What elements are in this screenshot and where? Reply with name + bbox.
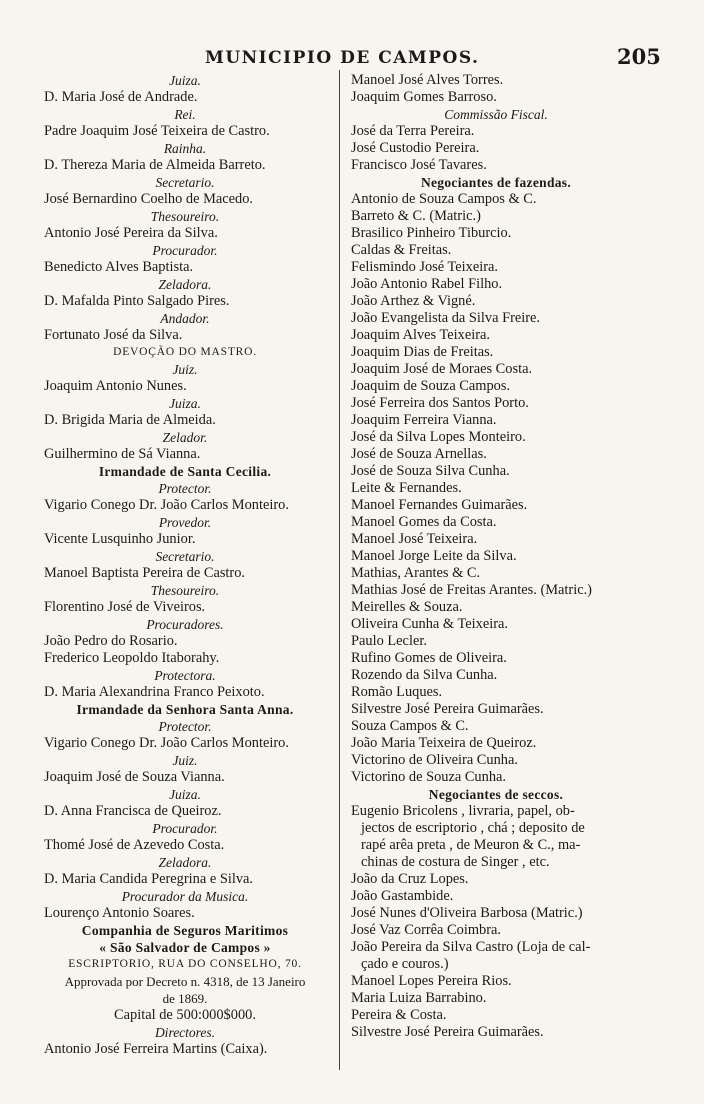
entry-line: Joaquim José de Moraes Costa.: [351, 361, 533, 377]
entry-line: D. Mafalda Pinto Salgado Pires.: [44, 293, 230, 309]
entry-line: Rozendo da Silva Cunha.: [351, 667, 498, 683]
entry-line: Mathias José de Freitas Arantes. (Matric.): [351, 582, 592, 598]
entry-line: Antonio de Souza Campos & C.: [351, 191, 537, 207]
entry-line: José da Silva Lopes Monteiro.: [351, 429, 526, 445]
entry-line: João Antonio Rabel Filho.: [351, 276, 503, 292]
continuation-line: rapé arêa preta , de Meuron & C., ma-: [361, 837, 581, 853]
continuation-line: jectos de escriptorio , chá ; deposito de: [361, 820, 585, 836]
role-heading: Protector.: [158, 481, 212, 496]
entry-line: Romão Luques.: [351, 684, 443, 700]
entry-line: Francisco José Tavares.: [351, 157, 487, 173]
entry-line: Silvestre José Pereira Guimarães.: [351, 701, 544, 717]
entry-line: João da Cruz Lopes.: [351, 871, 469, 887]
role-heading: Andador.: [160, 311, 210, 326]
entry-line: José da Terra Pereira.: [351, 123, 475, 139]
role-heading: Juiza.: [169, 787, 201, 802]
entry-line: Manoel José Alves Torres.: [351, 72, 504, 88]
entry-line: Souza Campos & C.: [351, 718, 469, 734]
section-heading: Irmandade da Senhora Santa Anna.: [76, 702, 294, 717]
role-heading: Rei.: [174, 107, 196, 122]
role-heading: Juiza.: [169, 73, 201, 88]
role-heading: Commissão Fiscal.: [444, 107, 548, 122]
role-heading: Rainha.: [163, 141, 207, 156]
entry-line: Rufino Gomes de Oliveira.: [351, 650, 507, 666]
page-header: [0, 44, 704, 74]
role-heading: Secretario.: [155, 175, 215, 190]
entry-line: Meirelles & Souza.: [351, 599, 463, 615]
role-heading: Zelador.: [162, 430, 208, 445]
continuation-line: çado e couros.): [361, 956, 449, 972]
entry-line: Joaquim Antonio Nunes.: [44, 378, 187, 394]
entry-line: José Ferreira dos Santos Porto.: [351, 395, 529, 411]
role-heading: Procuradores.: [146, 617, 224, 632]
entry-line: Benedicto Alves Baptista.: [44, 259, 194, 275]
note-line: Approvada por Decreto n. 4318, de 13 Janeiro: [64, 974, 306, 989]
entry-line: Joaquim Alves Teixeira.: [351, 327, 491, 343]
entry-line: Joaquim de Souza Campos.: [351, 378, 511, 394]
entry-line: José de Souza Silva Cunha.: [351, 463, 510, 479]
entry-line: Paulo Lecler.: [351, 633, 427, 649]
entry-line: José Bernardino Coelho de Macedo.: [44, 191, 254, 207]
entry-line: José Custodio Pereira.: [351, 140, 480, 156]
entry-line: Oliveira Cunha & Teixeira.: [351, 616, 508, 632]
entry-line: João Gastambide.: [351, 888, 454, 904]
entry-line: João Maria Teixeira de Queiroz.: [351, 735, 537, 751]
entry-line: Mathias, Arantes & C.: [351, 565, 481, 581]
role-heading: Protectora.: [154, 668, 216, 683]
entry-line: Joaquim Dias de Freitas.: [351, 344, 494, 360]
entry-line: D. Maria Candida Peregrina e Silva.: [44, 871, 254, 887]
caps-heading: DEVOÇÃO DO MASTRO.: [113, 346, 257, 358]
entry-line: Manoel José Teixeira.: [351, 531, 478, 547]
role-heading: Juiza.: [169, 396, 201, 411]
role-heading: Procurador.: [152, 821, 218, 836]
section-heading: Negociantes de seccos.: [428, 787, 564, 802]
entry-line: Leite & Fernandes.: [351, 480, 462, 496]
entry-line: Antonio José Ferreira Martins (Caixa).: [44, 1041, 268, 1057]
role-heading: Provedor.: [158, 515, 212, 530]
entry-line: Vicente Lusquinho Junior.: [44, 531, 196, 547]
role-heading: Secretario.: [155, 549, 215, 564]
entry-line: Eugenio Bricolens , livraria, papel, ob-: [351, 803, 575, 819]
caps-heading: ESCRIPTORIO, RUA DO CONSELHO, 70.: [68, 958, 302, 970]
entry-line: D. Anna Francisca de Queiroz.: [44, 803, 222, 819]
section-heading: Companhia de Seguros Maritimos: [81, 923, 289, 938]
entry-line: Antonio José Pereira da Silva.: [44, 225, 218, 241]
section-heading: « São Salvador de Campos »: [99, 940, 271, 955]
entry-line: D. Maria José de Andrade.: [44, 89, 198, 105]
entry-line: Felismindo José Teixeira.: [351, 259, 499, 275]
entry-line: Florentino José de Viveiros.: [44, 599, 206, 615]
role-heading: Zeladora.: [158, 855, 212, 870]
entry-line: Manoel Baptista Pereira de Castro.: [44, 565, 246, 581]
page-number: 205: [617, 44, 661, 69]
section-heading: Negociantes de fazendas.: [420, 175, 572, 190]
entry-line: João Pereira da Silva Castro (Loja de cal-: [351, 939, 591, 955]
entry-line: José Vaz Corrêa Coimbra.: [351, 922, 501, 938]
entry-line: Manoel Fernandes Guimarães.: [351, 497, 528, 513]
right-column: [343, 72, 649, 1041]
running-title: MUNICIPIO DE CAMPOS.: [205, 48, 480, 68]
entry-line: D. Thereza Maria de Almeida Barreto.: [44, 157, 266, 173]
entry-line: João Arthez & Vigné.: [351, 293, 476, 309]
entry-line: João Evangelista da Silva Freire.: [351, 310, 541, 326]
entry-line: Manoel Jorge Leite da Silva.: [351, 548, 517, 564]
entry-line: Frederico Leopoldo Itaborahy.: [44, 650, 220, 666]
entry-line: Manoel Lopes Pereira Rios.: [351, 973, 512, 989]
entry-line: Fortunato José da Silva.: [44, 327, 183, 343]
entry-line: D. Brigida Maria de Almeida.: [44, 412, 216, 428]
entry-line: Vigario Conego Dr. João Carlos Monteiro.: [44, 497, 289, 513]
role-heading: Thesoureiro.: [150, 209, 220, 224]
entry-line: Guilhermino de Sá Vianna.: [44, 446, 201, 462]
entry-line: Lourenço Antonio Soares.: [44, 905, 195, 921]
role-heading: Juiz.: [172, 753, 198, 768]
role-heading: Directores.: [154, 1025, 216, 1040]
entry-line: Joaquim Gomes Barroso.: [351, 89, 497, 105]
entry-line: Joaquim Ferreira Vianna.: [351, 412, 497, 428]
entry-line: José Nunes d'Oliveira Barbosa (Matric.): [351, 905, 583, 921]
role-heading: Procurador.: [152, 243, 218, 258]
entry-line: Thomé José de Azevedo Costa.: [44, 837, 225, 853]
role-heading: Zeladora.: [158, 277, 212, 292]
section-heading: Irmandade de Santa Cecilia.: [98, 464, 272, 479]
column-divider: [339, 70, 340, 1070]
left-column: [36, 72, 334, 1058]
role-heading: Juiz.: [172, 362, 198, 377]
entry-line: Pereira & Costa.: [351, 1007, 447, 1023]
role-heading: Procurador da Musica.: [121, 889, 249, 904]
entry-line: João Pedro do Rosario.: [44, 633, 178, 649]
entry-line: Brasilico Pinheiro Tiburcio.: [351, 225, 512, 241]
entry-line: D. Maria Alexandrina Franco Peixoto.: [44, 684, 265, 700]
entry-line: Victorino de Oliveira Cunha.: [351, 752, 518, 768]
entry-line: Joaquim José de Souza Vianna.: [44, 769, 225, 785]
entry-line: José de Souza Arnellas.: [351, 446, 487, 462]
entry-line: Manoel Gomes da Costa.: [351, 514, 497, 530]
entry-line: Barreto & C. (Matric.): [351, 208, 481, 224]
continuation-line: chinas de costura de Singer , etc.: [361, 854, 550, 870]
entry-line: Silvestre José Pereira Guimarães.: [351, 1024, 544, 1040]
entry-line: Vigario Conego Dr. João Carlos Monteiro.: [44, 735, 289, 751]
note-line: de 1869.: [162, 991, 208, 1006]
entry-line: Caldas & Freitas.: [351, 242, 452, 258]
entry-line: Maria Luiza Barrabino.: [351, 990, 487, 1006]
entry-line: Victorino de Souza Cunha.: [351, 769, 507, 785]
role-heading: Protector.: [158, 719, 212, 734]
centered-line: Capital de 500:000$000.: [114, 1007, 256, 1023]
entry-line: Padre Joaquim José Teixeira de Castro.: [44, 123, 270, 139]
role-heading: Thesoureiro.: [150, 583, 220, 598]
